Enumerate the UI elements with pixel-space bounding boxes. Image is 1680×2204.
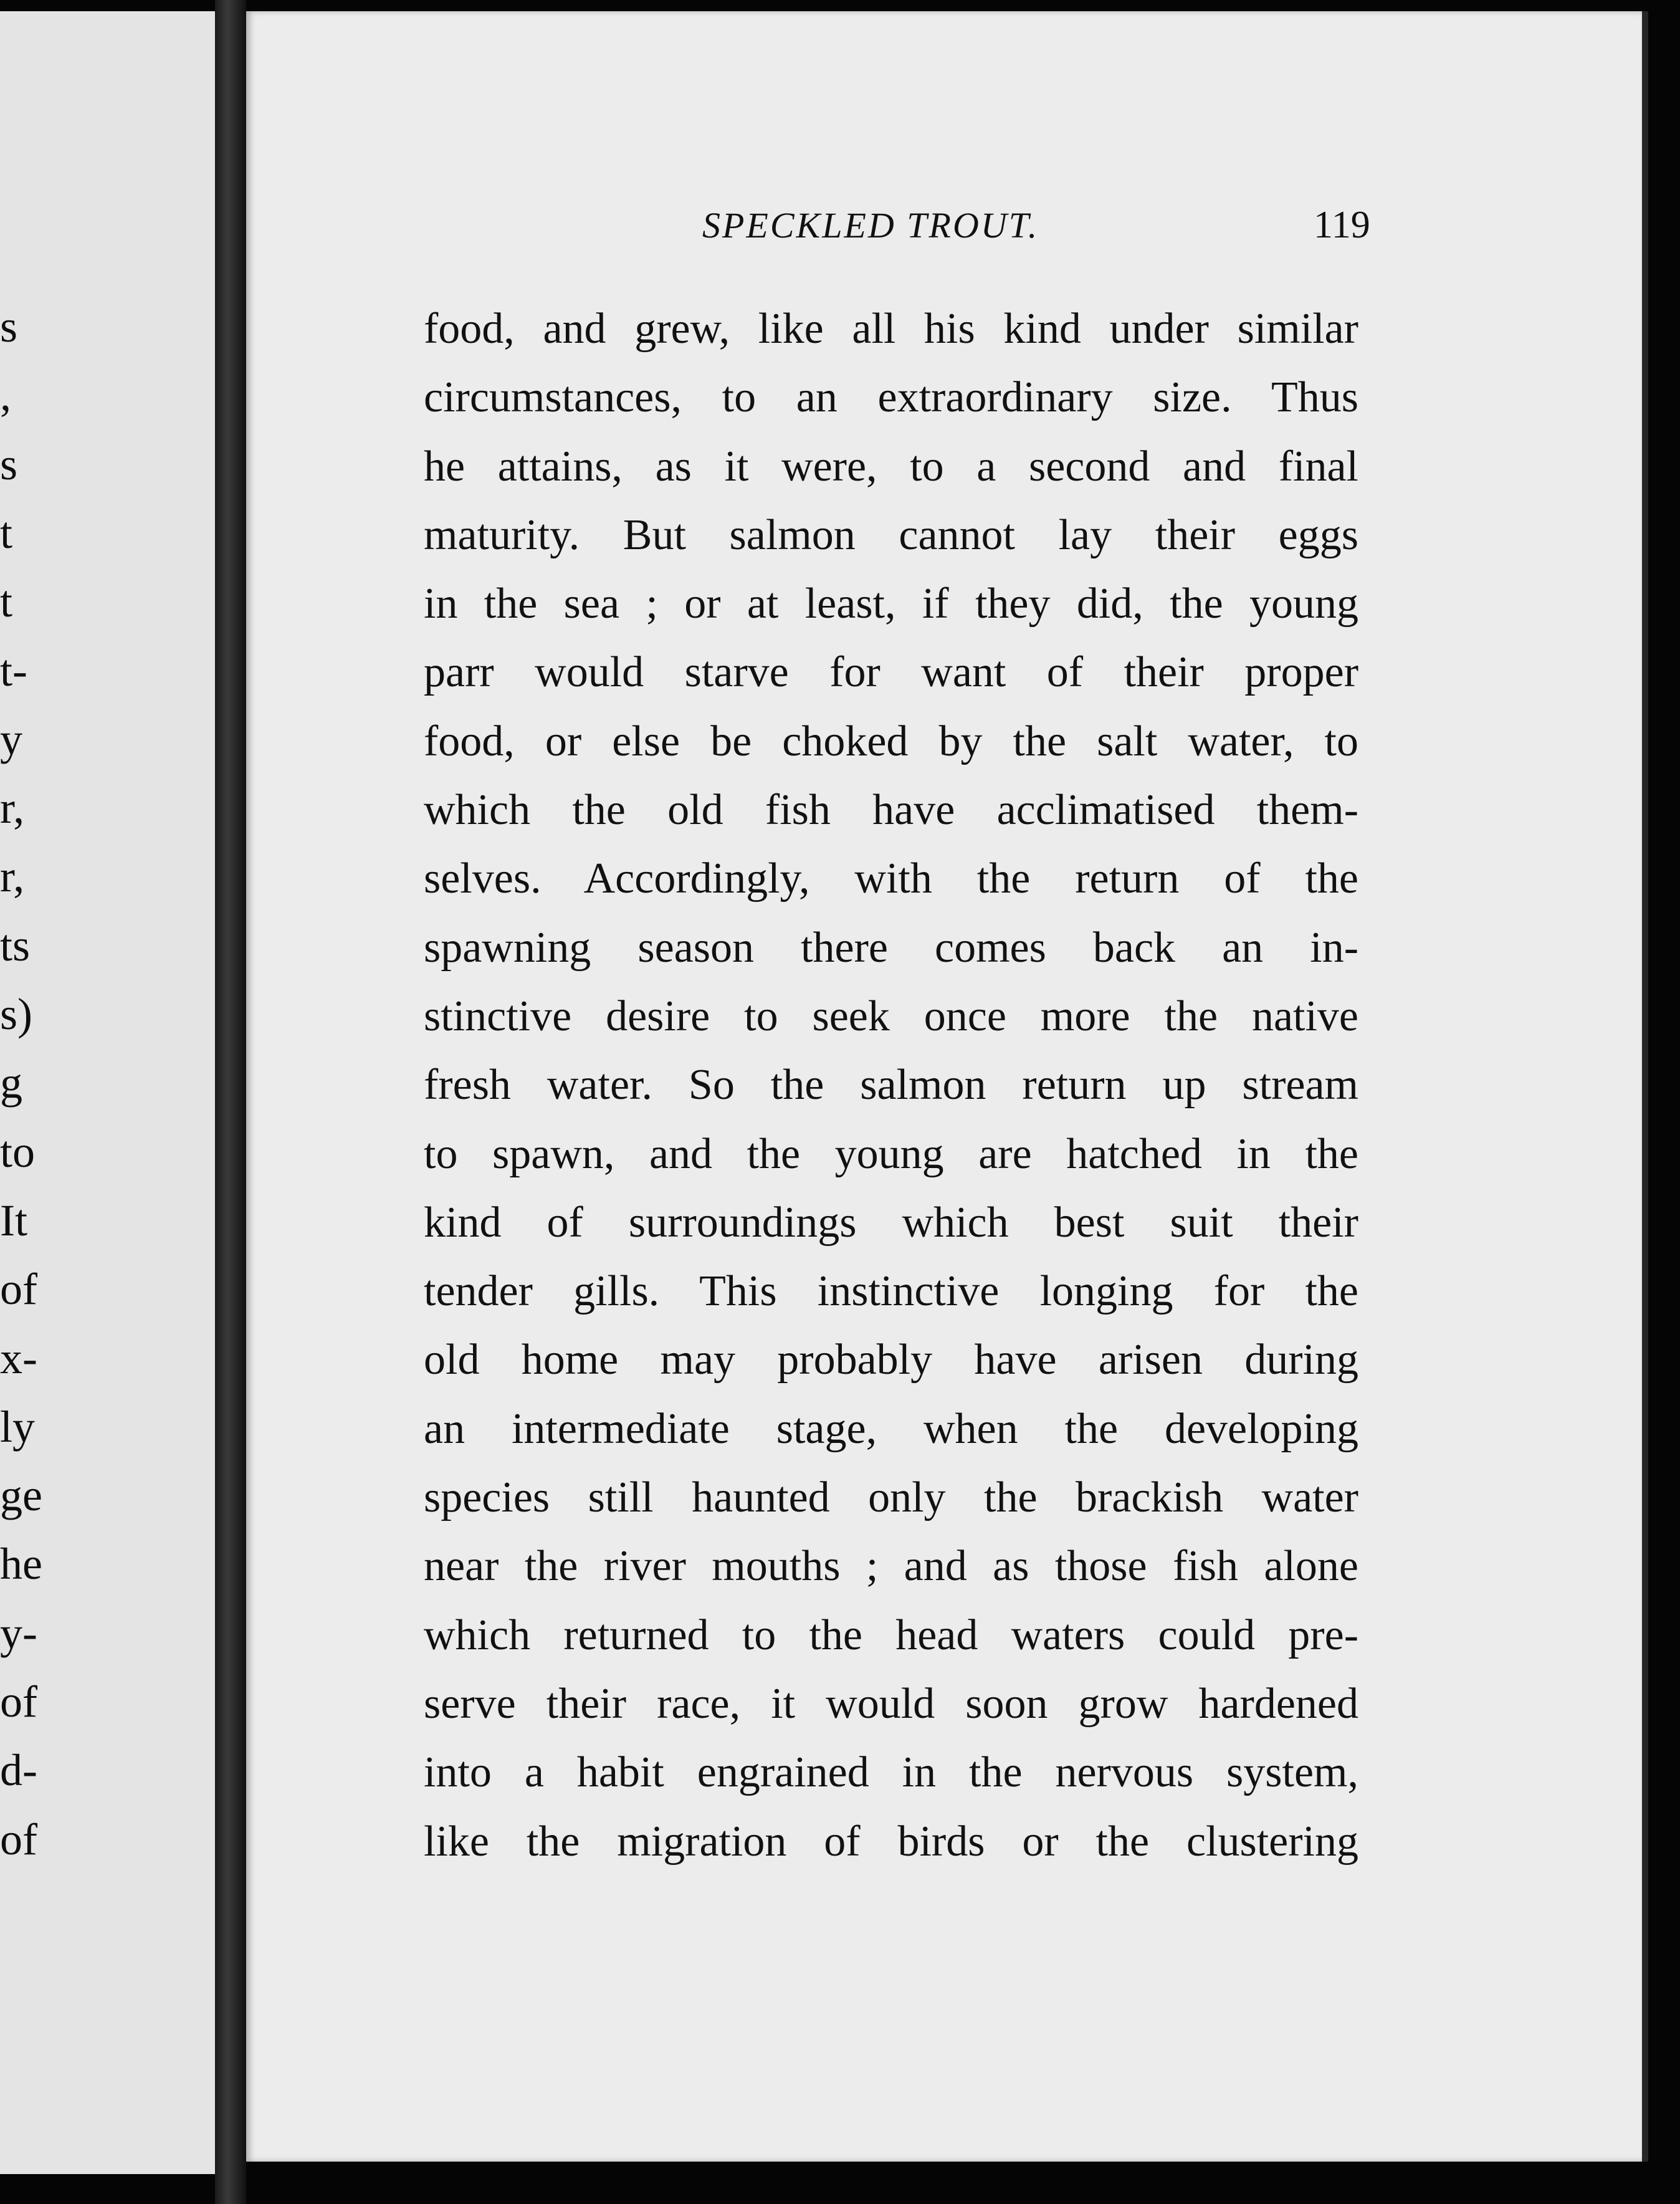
body-text bbox=[424, 295, 1358, 1876]
text-line: like the migration of birds or the clustering bbox=[424, 1817, 1358, 1866]
text-line: which the old fish have acclimatised them- bbox=[424, 786, 1358, 835]
right-page bbox=[246, 11, 1648, 2162]
left-page-fragment: x- bbox=[0, 1333, 37, 1383]
text-line: kind of surroundings which best suit their bbox=[424, 1198, 1358, 1247]
text-line: spawning season there comes back an in- bbox=[424, 923, 1358, 972]
text-line: food, and grew, like all his kind under similar bbox=[424, 305, 1358, 353]
text-line: he attains, as it were, to a second and final bbox=[424, 442, 1358, 491]
left-page-fragment: s) bbox=[0, 989, 32, 1039]
left-page-fragment: g bbox=[0, 1058, 22, 1108]
left-facing-page bbox=[0, 11, 219, 2174]
left-page-fragment: t bbox=[0, 577, 13, 627]
running-title: SPECKLED TROUT. bbox=[702, 205, 1039, 246]
left-page-fragment: of bbox=[0, 1814, 37, 1864]
left-page-fragment: of bbox=[0, 1677, 37, 1727]
text-line: which returned to the head waters could pre- bbox=[424, 1611, 1358, 1659]
left-page-fragment: ge bbox=[0, 1470, 42, 1521]
left-page-fragment: r, bbox=[0, 783, 25, 833]
text-line: an intermediate stage, when the developing bbox=[424, 1404, 1358, 1453]
text-line: circumstances, to an extraordinary size. Thus bbox=[424, 373, 1358, 422]
text-line: old home may probably have arisen during bbox=[424, 1336, 1358, 1384]
left-page-fragment: he bbox=[0, 1539, 42, 1589]
text-line: parr would starve for want of their proper bbox=[424, 648, 1358, 697]
text-line: to spawn, and the young are hatched in the bbox=[424, 1129, 1358, 1178]
text-line: into a habit engrained in the nervous system, bbox=[424, 1748, 1358, 1797]
text-line: maturity. But salmon cannot lay their eggs bbox=[424, 510, 1358, 559]
left-page-fragment: of bbox=[0, 1264, 37, 1315]
left-page-fragment: r, bbox=[0, 851, 25, 902]
book-gutter bbox=[215, 0, 246, 2204]
text-line: tender gills. This instinctive longing for the bbox=[424, 1267, 1358, 1316]
left-page-fragment: t- bbox=[0, 645, 27, 696]
left-page-fragment: , bbox=[0, 370, 11, 421]
left-page-fragment: y bbox=[0, 714, 22, 764]
text-line: stinctive desire to seek once more the native bbox=[424, 992, 1358, 1040]
text-line: food, or else be choked by the salt water, to bbox=[424, 717, 1358, 765]
text-line: fresh water. So the salmon return up stream bbox=[424, 1061, 1358, 1109]
left-page-fragment: It bbox=[0, 1195, 27, 1245]
left-page-fragment: s bbox=[0, 439, 18, 489]
text-line: selves. Accordingly, with the return of the bbox=[424, 855, 1358, 903]
left-page-fragment: ly bbox=[0, 1401, 36, 1452]
left-page-fragment: d- bbox=[0, 1745, 37, 1796]
text-line: in the sea ; or at least, if they did, the young bbox=[424, 580, 1358, 628]
left-page-fragment: s bbox=[0, 302, 18, 352]
text-line: species still haunted only the brackish water bbox=[424, 1473, 1358, 1522]
page-number: 119 bbox=[1314, 204, 1370, 246]
left-page-fragment: y- bbox=[0, 1607, 37, 1658]
text-line: near the river mouths ; and as those fish alone bbox=[424, 1542, 1358, 1591]
left-page-fragment: t bbox=[0, 507, 13, 558]
left-page-fragment: to bbox=[0, 1126, 36, 1177]
left-page-fragment: ts bbox=[0, 920, 31, 970]
text-line: serve their race, it would soon grow hardened bbox=[424, 1679, 1358, 1728]
